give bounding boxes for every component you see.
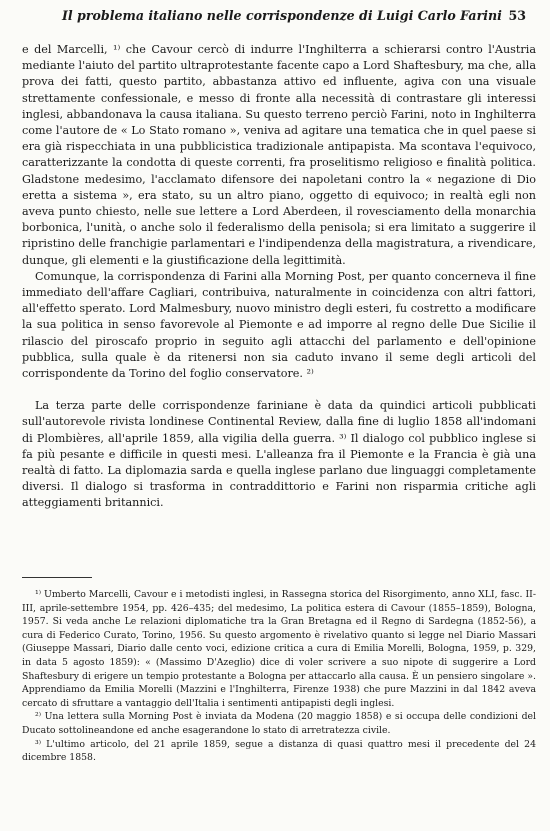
paragraph-3: La terza parte delle corrispondenze fariniane è data da quindici articoli pubblicati sull'autorevole rivista londinese Continental Review, dalla fine di luglio 1858 all'indomani di Plombières, all'aprile 1859, alla vigilia della guerra. ³⁾ Il dialogo col pubblico inglese si fa più pesante e difficile in questi mesi. L'alleanza fra il Piemonte e la Francia è già una realtà di fatto. La diplomazia sarda e quella inglese parlano due linguaggi completamente diversi. Il dialogo si trasforma in contraddittorio e Farini non risparmia critiche agli atteggiamenti britannici. [22,399,536,510]
footnote-divider [22,577,92,578]
running-title: Il problema italiano nelle corrispondenze di Luigi Carlo Farini [62,8,502,23]
footnote-2: ²⁾ Una lettera sulla Morning Post è inviata da Modena (20 maggio 1858) e si occupa delle condizioni del Ducato sottolineandone ed anche esagerandone lo stato di arretratezza civile. [22,711,536,736]
footnote-3: ³⁾ L'ultimo articolo, del 21 aprile 1859, segue a distanza di quasi quattro mesi il precedente del 24 dicembre 1858. [22,738,536,764]
paragraph-1: e del Marcelli, ¹⁾ che Cavour cercò di indurre l'Inghilterra a schierarsi contro l'Austria mediante l'aiuto del partito ultraprotestante facente capo a Lord Shaftesbury, ma che, alla prova dei fatti, questo partito, abbastanza attivo ed influente, agiva con una visuale strettamente confessionale, e messo di fronte alla necessità di contrastare gli interessi inglesi, abbandonava la causa italiana. Su questo terreno perciò Farini, noto in Inghilterra come l'autore de « Lo Stato romano », veniva ad agitare una tematica che in quel paese si era già rispecchiata in una pubblicistica tradizionale antipapista. Ma scontava l'equivoco, caratterizzante la condotta di queste correnti, fra proselitismo religioso e finalità politica. Gladstone medesimo, l'acclamato difensore dei napoletani contro la « negazione di Dio eretta a sistema », era stato, su un altro piano, oggetto di equivoco; in realtà egli non aveva punto chiesto, nelle sue lettere a Lord Aberdeen, il rovesciamento della monarchia borbonica, l'unità, o anche solo il federalismo della penisola; si era limitato a suggerire il ripristino delle franchigie parlamentari e l'indipendenza della magistratura, a rivendicare, dunque, gli elementi e la giustificazione della legittimità. [22,43,536,267]
main-text [22,42,536,512]
footnote-1: ¹⁾ Umberto Marcelli, Cavour e i metodisti inglesi, in Rassegna storica del Risorgimento, anno XLI, fasc. II-III, aprile-settembre 1954, pp. 426–435; del medesimo, La politica estera di Cavour (1855–1859), Bologna, 1957. Si veda anche Le relazioni diplomatiche tra la Gran Bretagna ed il Regno di Sardegna (1852-56), a cura di Federico Curato, Torino, 1956. Su questo argomento è rivelativo quanto si legge nel Diario Massari (Giuseppe Massari, Diario dalle cento voci, edizione critica a cura di Emilia Morelli, Bologna, 1959, p. 329, in data 5 agosto 1859): « (Massimo D'Azeglio) dice di voler scrivere a suo nipote di suggerire a Lord Shaftesbury di erigere un tempio protestante a Bologna per attaccarlo alla causa. È un pensiero singolare ». Apprendiamo da Emilia Morelli (Mazzini e l'Inghilterra, Firenze 1938) che pure Mazzini in dal 1842 aveva cercato di sfruttare a vantaggio dell'Italia i sentimenti antipapisti degli inglesi. [22,589,536,709]
footnotes [22,588,536,765]
paragraph-2: Comunque, la corrispondenza di Farini alla Morning Post, per quanto concerneva il fine immediato dell'affare Cagliari, contribuiva, naturalmente in coincidenza con altri fattori, all'effetto sperato. Lord Malmesbury, nuovo ministro degli esteri, fu costretto a modificare la sua politica in senso favorevole al Piemonte e ad imporre al regno delle Due Sicilie il rilascio del piroscafo proprio in seguito agli attacchi del parlamento e dell'opinione pubblica, sulla quale è da ritenersi non sia caduto invano il seme degli articoli del corrispondente da Torino del foglio conservatore. ²⁾ [22,269,536,381]
running-header [22,8,528,26]
page-number: 53 [508,8,526,23]
